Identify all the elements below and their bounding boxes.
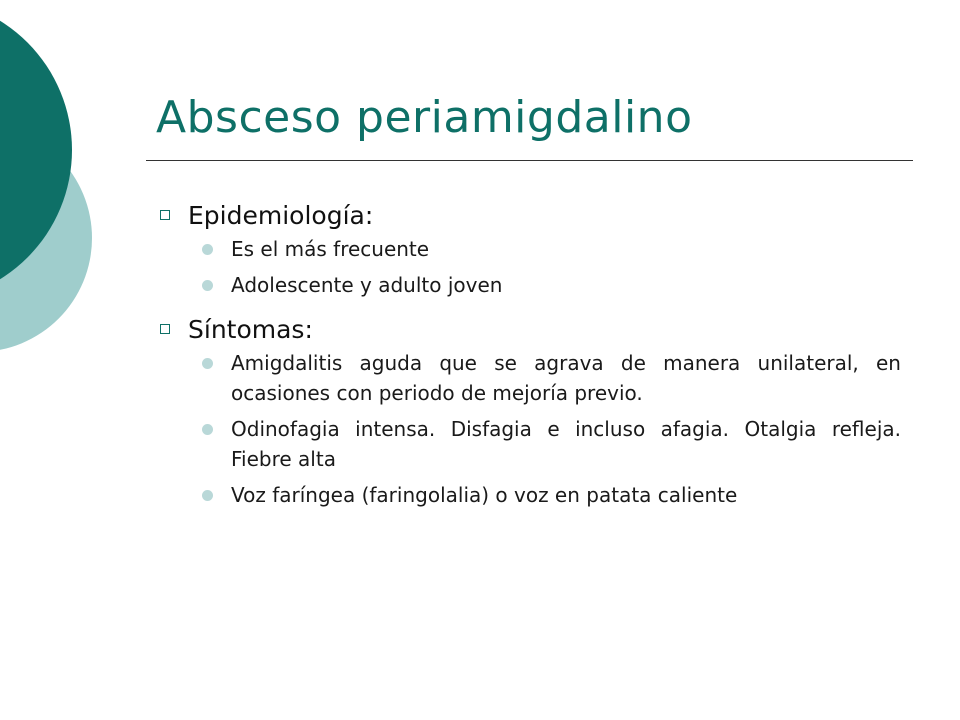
list-item-text: Adolescente y adulto joven — [231, 273, 503, 297]
bullet-list — [160, 234, 904, 300]
list-item-text: Amigdalitis aguda que se agrava de manera unilateral, en ocasiones con periodo de mejoría previo. — [231, 351, 901, 405]
list-item — [202, 348, 904, 408]
list-item-text: Voz faríngea (faringolalia) o voz en patata caliente — [231, 483, 738, 507]
slide-content — [160, 196, 904, 520]
list-item-text: Odinofagia intensa. Disfagia e incluso afagia. Otalgia refleja. Fiebre alta — [231, 417, 901, 471]
hollow-square-bullet-icon — [160, 210, 170, 220]
section-heading — [160, 196, 904, 234]
list-item-text: Es el más frecuente — [231, 237, 430, 261]
round-bullet-icon — [202, 244, 213, 255]
list-item — [202, 414, 904, 474]
round-bullet-icon — [202, 358, 213, 369]
slide-title: Absceso periamigdalino — [156, 92, 693, 143]
list-item — [202, 270, 904, 300]
title-divider — [146, 160, 913, 161]
section-label: Síntomas: — [188, 314, 313, 344]
section-heading — [160, 310, 904, 348]
round-bullet-icon — [202, 280, 213, 291]
list-item — [202, 480, 904, 510]
decorative-circles — [0, 0, 160, 420]
round-bullet-icon — [202, 490, 213, 501]
section-epidemiologia — [160, 196, 904, 300]
section-sintomas — [160, 310, 904, 510]
bullet-list — [160, 348, 904, 510]
section-label: Epidemiología: — [188, 200, 374, 230]
list-item — [202, 234, 904, 264]
hollow-square-bullet-icon — [160, 324, 170, 334]
round-bullet-icon — [202, 424, 213, 435]
